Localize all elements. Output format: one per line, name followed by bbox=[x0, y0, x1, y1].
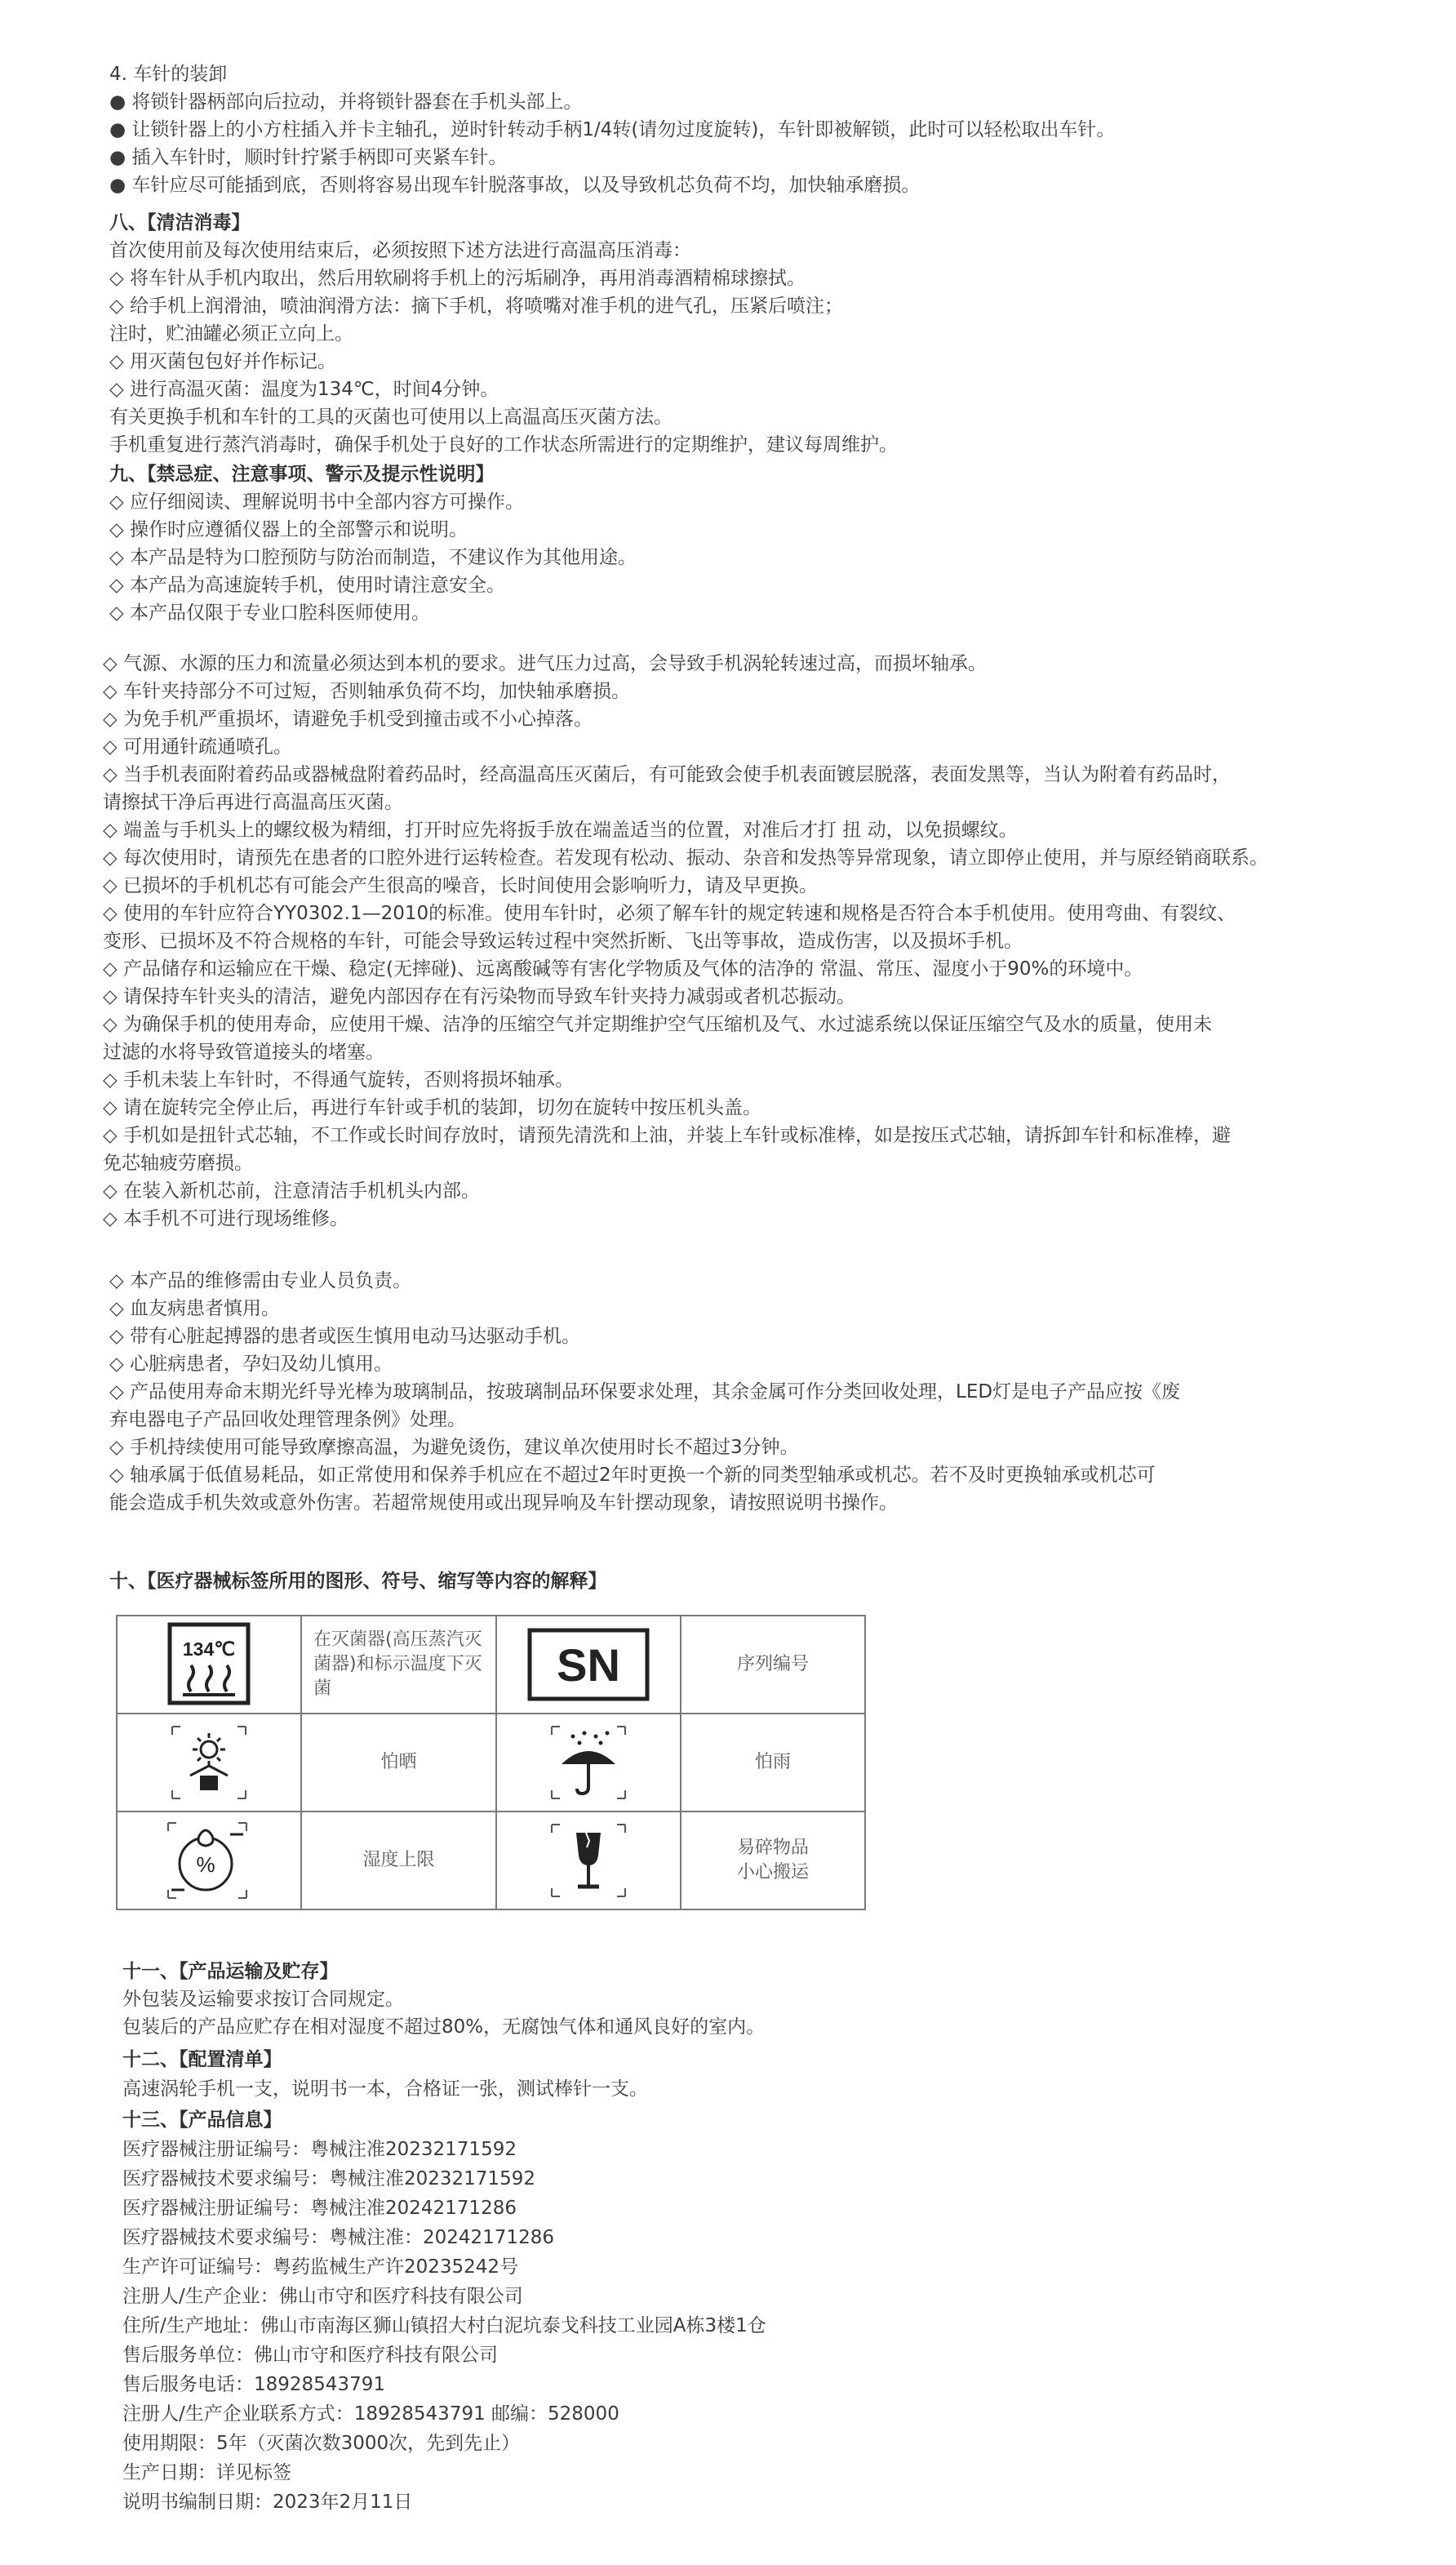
warn-line: ◇ 手机未装上车针时，不得通气旋转，否则将损坏轴承。 bbox=[103, 1069, 574, 1091]
warn-line: ◇ 气源、水源的压力和流量必须达到本机的要求。进气压力过高，会导致手机涡轮转速过高，而损坏轴承。 bbox=[103, 653, 987, 674]
steam-sterilize-icon bbox=[160, 1620, 258, 1709]
warn-line: ◇ 手机如是扭针式芯轴，不工作或长时间存放时，请预先清洗和上油，并装上车针或标准棒，如是按压式芯轴，请拆卸车针和标准棒，避 bbox=[103, 1125, 1231, 1146]
humidity-limit-icon-cell bbox=[117, 1812, 301, 1909]
info-line: 医疗器械注册证编号：粤械注准20242171286 bbox=[122, 2198, 517, 2219]
table-row bbox=[117, 1714, 865, 1812]
clean-line: ◇ 给手机上润滑油，喷油润滑方法：摘下手机，将喷嘴对准手机的进气孔，压紧后喷注； bbox=[109, 296, 843, 317]
warn-line: ◇ 应仔细阅读、理解说明书中全部内容方可操作。 bbox=[109, 491, 524, 513]
transport-heading: 十一、【产品运输及贮存】 bbox=[122, 1961, 339, 1982]
humidity-limit-label: 湿度上限 bbox=[301, 1812, 496, 1909]
info-line: 生产日期：详见标签 bbox=[122, 2462, 291, 2483]
table-row bbox=[117, 1812, 865, 1909]
warn-line: ◇ 产品使用寿命末期光纤导光棒为玻璃制品，按玻璃制品环保要求处理，其余金属可作分类回收处理，LED灯是电子产品应按《废 bbox=[109, 1381, 1181, 1403]
install-item: ● 将锁针器柄部向后拉动，并将锁针器套在手机头部上。 bbox=[109, 91, 583, 113]
warn-line: 免芯轴疲劳磨损。 bbox=[103, 1153, 253, 1174]
serial-number-icon bbox=[523, 1624, 654, 1705]
warn-line: ◇ 请保持车针夹头的清洁，避免内部因存在有污染物而导致车针夹持力减弱或者机芯振动。 bbox=[103, 986, 855, 1007]
list-line: 高速涡轮手机一支，说明书一本，合格证一张，测试棒针一支。 bbox=[122, 2078, 648, 2100]
warn-line: ◇ 为确保手机的使用寿命，应使用干燥、洁净的压缩空气并定期维护空气压缩机及气、水过滤系统以保证压缩空气及水的质量，使用未 bbox=[103, 1014, 1212, 1035]
serial-number-label: SN bbox=[557, 1639, 620, 1691]
clean-line: 有关更换手机和车针的工具的灭菌也可使用以上高温高压灭菌方法。 bbox=[109, 407, 673, 428]
warn-line: ◇ 可用通针疏通喷孔。 bbox=[103, 736, 292, 758]
fragile-label: 易碎物品 小心搬运 bbox=[681, 1812, 865, 1909]
keep-dry-icon bbox=[544, 1722, 633, 1803]
info-line: 售后服务单位：佛山市守和医疗科技有限公司 bbox=[122, 2345, 498, 2366]
warn-line: 弃电器电子产品回收处理管理条例》处理。 bbox=[109, 1409, 466, 1430]
warn-line: ◇ 请在旋转完全停止后，再进行车针或手机的装卸，切勿在旋转中按压机头盖。 bbox=[103, 1097, 761, 1118]
info-line: 注册人/生产企业联系方式：18928543791 邮编：528000 bbox=[122, 2403, 619, 2425]
warn-line: 请擦拭干净后再进行高温高压灭菌。 bbox=[103, 792, 403, 813]
info-heading: 十三、【产品信息】 bbox=[122, 2109, 282, 2131]
info-line: 医疗器械注册证编号：粤械注准20232171592 bbox=[122, 2139, 517, 2160]
info-line: 医疗器械技术要求编号：粤械注准20232171592 bbox=[122, 2168, 535, 2189]
keep-away-from-sunlight-icon bbox=[164, 1722, 254, 1803]
info-line: 注册人/生产企业：佛山市守和医疗科技有限公司 bbox=[122, 2286, 523, 2307]
warn-line: ◇ 为免手机严重损坏，请避免手机受到撞击或不小心掉落。 bbox=[103, 709, 593, 730]
keep-dry-label: 怕雨 bbox=[681, 1714, 865, 1812]
install-item: ● 插入车针时，顺时针拧紧手柄即可夹紧车针。 bbox=[109, 147, 508, 168]
serial-number-icon-cell bbox=[496, 1616, 681, 1714]
table-row bbox=[117, 1616, 865, 1714]
clean-line: ◇ 将车针从手机内取出，然后用软刷将手机上的污垢刷净，再用消毒酒精棉球擦拭。 bbox=[109, 268, 806, 289]
info-line: 使用期限：5年（灭菌次数3000次，先到先止） bbox=[122, 2433, 521, 2454]
steam-sterilize-label: 在灭菌器(高压蒸汽灭菌器)和标示温度下灭菌 bbox=[301, 1616, 496, 1714]
warn-line: ◇ 手机持续使用可能导致摩擦高温，为避免烫伤，建议单次使用时长不超过3分钟。 bbox=[109, 1437, 799, 1458]
info-line: 售后服务电话：18928543791 bbox=[122, 2374, 385, 2395]
warn-line: ◇ 当手机表面附着药品或器械盘附着药品时，经高温高压灭菌后，有可能致会使手机表面镀层脱落，表面发黑等，当认为附着有药品时， bbox=[103, 764, 1231, 785]
clean-line: 注时，贮油罐必须正立向上。 bbox=[109, 323, 353, 345]
warn-line: ◇ 每次使用时，请预先在患者的口腔外进行运转检查。若发现有松动、振动、杂音和发热等异常现象，请立即停止使用，并与原经销商联系。 bbox=[103, 847, 1268, 869]
warn-line: ◇ 本产品是特为口腔预防与防治而制造，不建议作为其他用途。 bbox=[109, 547, 637, 568]
warn-line: ◇ 已损坏的手机机芯有可能会产生很高的噪音，长时间使用会影响听力，请及早更换。 bbox=[103, 875, 818, 896]
install-heading: 4. 车针的装卸 bbox=[109, 64, 228, 85]
warn-line: ◇ 本手机不可进行现场维修。 bbox=[103, 1208, 348, 1229]
install-item: ● 车针应尽可能插到底，否则将容易出现车针脱落事故，以及导致机芯负荷不均，加快轴承磨损。 bbox=[109, 175, 921, 196]
warn-line: ◇ 在装入新机芯前，注意清洁手机机头内部。 bbox=[103, 1180, 480, 1202]
info-line: 生产许可证编号：粤药监械生产许20235242号 bbox=[122, 2256, 519, 2278]
symbols-table bbox=[116, 1615, 866, 1910]
sterilize-temp-label: 134℃ bbox=[182, 1638, 236, 1660]
keep-away-from-sunlight-icon-cell bbox=[117, 1714, 301, 1812]
install-item: ● 让锁针器上的小方柱插入并卡主轴孔，逆时针转动手柄1/4转(请勿过度旋转)，车针即被解锁，此时可以轻松取出车针。 bbox=[109, 119, 1116, 140]
warn-line: 过滤的水将导致管道接头的堵塞。 bbox=[103, 1042, 384, 1063]
keep-dry-icon-cell bbox=[496, 1714, 681, 1812]
info-line: 说明书编制日期：2023年2月11日 bbox=[122, 2492, 413, 2513]
list-heading: 十二、【配置清单】 bbox=[122, 2049, 282, 2070]
clean-line: ◇ 用灭菌包包好并作标记。 bbox=[109, 351, 336, 372]
info-line: 医疗器械技术要求编号：粤械注准：20242171286 bbox=[122, 2227, 554, 2248]
warn-line: ◇ 血友病患者慎用。 bbox=[109, 1298, 280, 1319]
fragile-icon-cell bbox=[496, 1812, 681, 1909]
warn-line: 变形、已损坏及不符合规格的车针，可能会导致运转过程中突然折断、飞出等事故，造成伤害，以及损坏手机。 bbox=[103, 931, 1023, 952]
clean-line: ◇ 进行高温灭菌：温度为134℃，时间4分钟。 bbox=[109, 379, 499, 400]
keep-away-from-sunlight-label: 怕晒 bbox=[301, 1714, 496, 1812]
warn-line: ◇ 使用的车针应符合YY0302.1—2010的标准。使用车针时，必须了解车针的规定转速和规格是否符合本手机使用。使用弯曲、有裂纹、 bbox=[103, 903, 1236, 924]
warn-line: ◇ 轴承属于低值易耗品，如正常使用和保养手机应在不超过2年时更换一个新的同类型轴承或机芯。若不及时更换轴承或机芯可 bbox=[109, 1465, 1156, 1486]
fragile-icon bbox=[544, 1820, 633, 1901]
warn-line: ◇ 车针夹持部分不可过短，否则轴承负荷不均，加快轴承磨损。 bbox=[103, 681, 630, 702]
symbols-heading: 十、【医疗器械标签所用的图形、符号、缩写等内容的解释】 bbox=[109, 1571, 607, 1592]
clean-heading: 八、【清洁消毒】 bbox=[109, 212, 251, 233]
warn-line: ◇ 本产品为高速旋转手机，使用时请注意安全。 bbox=[109, 575, 505, 596]
warn-line: ◇ 心脏病患者，孕妇及幼儿慎用。 bbox=[109, 1354, 393, 1375]
clean-line: 首次使用前及每次使用结束后，必须按照下述方法进行高温高压消毒： bbox=[109, 240, 691, 261]
serial-number-desc: 序列编号 bbox=[681, 1616, 865, 1714]
warn-line: ◇ 本产品仅限于专业口腔科医师使用。 bbox=[109, 602, 430, 624]
humidity-limit-icon bbox=[160, 1818, 258, 1903]
warn-line: ◇ 端盖与手机头上的螺纹极为精细，打开时应先将扳手放在端盖适当的位置，对准后才打 扭 动，以免损螺纹。 bbox=[103, 820, 1018, 841]
transport-line: 包装后的产品应贮存在相对湿度不超过80%，无腐蚀气体和通风良好的室内。 bbox=[122, 2016, 766, 2038]
warn-line: ◇ 操作时应遵循仪器上的全部警示和说明。 bbox=[109, 519, 468, 540]
warn-heading: 九、【禁忌症、注意事项、警示及提示性说明】 bbox=[109, 464, 495, 485]
warn-line: ◇ 本产品的维修需由专业人员负责。 bbox=[109, 1270, 411, 1291]
svg-text:%: % bbox=[196, 1852, 215, 1877]
transport-line: 外包装及运输要求按订合同规定。 bbox=[122, 1989, 404, 2010]
warn-line: ◇ 带有心脏起搏器的患者或医生慎用电动马达驱动手机。 bbox=[109, 1326, 580, 1347]
warn-line: ◇ 产品储存和运输应在干燥、稳定(无摔碰)、远离酸碱等有害化学物质及气体的洁净的 常温、常压、湿度小于90%的环境中。 bbox=[103, 958, 1143, 980]
clean-line: 手机重复进行蒸汽消毒时，确保手机处于良好的工作状态所需进行的定期维护，建议每周维护。 bbox=[109, 434, 898, 456]
steam-sterilize-icon-cell bbox=[117, 1616, 301, 1714]
info-line: 住所/生产地址：佛山市南海区狮山镇招大村白泥坑泰戈科技工业园A栋3楼1仓 bbox=[122, 2315, 766, 2336]
warn-line: 能会造成手机失效或意外伤害。若超常规使用或出现异响及车针摆动现象，请按照说明书操作。 bbox=[109, 1492, 898, 1514]
